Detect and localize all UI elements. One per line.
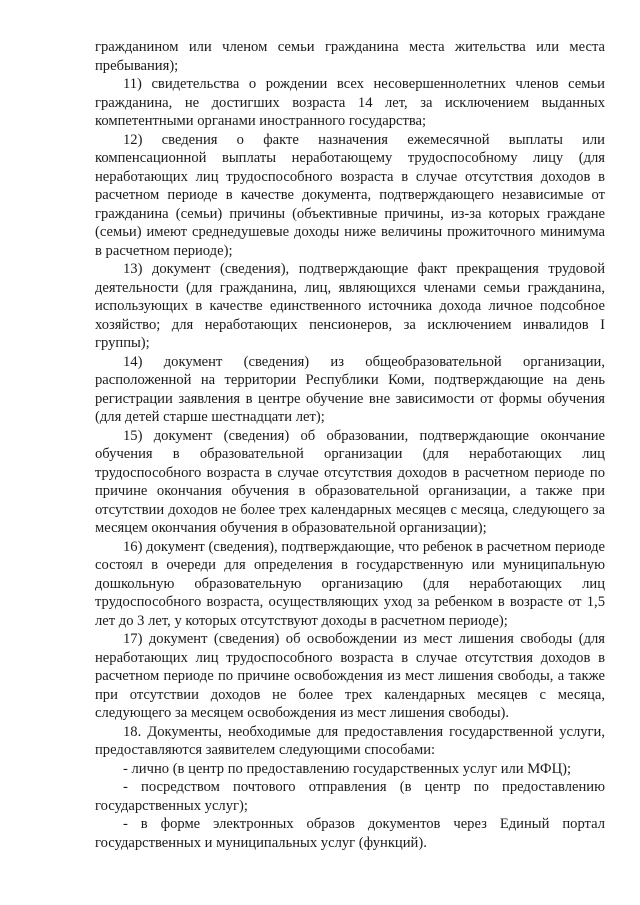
paragraph-item-12: 12) сведения о факте назначения ежемесячной выплаты или компенсационной выплаты неработающему трудоспособному лицу (для неработающих лиц трудоспособного возраста в случае отсутствия доходов в расчетном периоде в качестве документа, подтверждающего независимые от гражданина (семьи) причины (объективные причины, из-за которых граждане (семьи) имеют среднедушевые доходы ниже величины прожиточного минимума в расчетном периоде); xyxy=(95,131,605,259)
paragraph-item-13: 13) документ (сведения), подтверждающие факт прекращения трудовой деятельности (для гражданина, лиц, являющихся членами семьи гражданина, использующих в качестве единственного источника дохода личное подсобное хозяйство; для неработающих пенсионеров, за исключением инвалидов I группы); xyxy=(95,261,605,351)
list-item-in-person: - лично (в центр по предоставлению государственных услуг или МФЦ); xyxy=(123,760,572,777)
document-page xyxy=(95,38,605,852)
paragraph-section-18: 18. Документы, необходимые для предоставления государственной услуги, предоставляются заявителем следующими способами: xyxy=(95,723,605,758)
paragraph-item-15: 15) документ (сведения) об образовании, подтверждающие окончание обучения в образовательной организации (для неработающих лиц трудоспособного возраста в случае отсутствия доходов в расчетном периоде по причине окончания обучения в образовательной организации, а также при отсутствии доходов не более трех календарных месяцев с месяца, следующего за месяцем окончания обучения в образовательной организации); xyxy=(95,427,605,536)
list-item-electronic: - в форме электронных образов документов через Единый портал государственных и муниципальных услуг (функций). xyxy=(95,816,605,851)
paragraph-item-16: 16) документ (сведения), подтверждающие, что ребенок в расчетном периоде состоял в очереди для определения в государственную или муниципальную дошкольную образовательную организацию (для неработающих лиц трудоспособного возраста, осуществляющих уход за ребенком в возрасте от 1,5 лет до 3 лет, у которых отсутствуют доходы в расчетном периоде); xyxy=(95,538,605,629)
paragraph-item-17: 17) документ (сведения) об освобождении из мест лишения свободы (для неработающих лиц трудоспособного возраста в случае отсутствия доходов в расчетном периоде по причине освобождения из мест лишения свободы, а также при отсутствии доходов не более трех календарных месяцев с месяца, следующего за месяцем освобождения из мест лишения свободы). xyxy=(95,631,605,721)
list-item-postal: - посредством почтового отправления (в центр по предоставлению государственных услуг); xyxy=(95,779,605,814)
paragraph-item-11: 11) свидетельства о рождении всех несовершеннолетних членов семьи гражданина, не достигших возраста 14 лет, за исключением выданных компетентными органами иностранного государства; xyxy=(95,76,605,129)
paragraph-item-14: 14) документ (сведения) из общеобразовательной организации, расположенной на территории Республики Коми, подтверждающие на день регистрации заявления в центре обучение вне зависимости от формы обучения (для детей старше шестнадцати лет); xyxy=(95,353,605,425)
paragraph-continuation: гражданином или членом семьи гражданина места жительства или места пребывания); xyxy=(95,39,605,74)
